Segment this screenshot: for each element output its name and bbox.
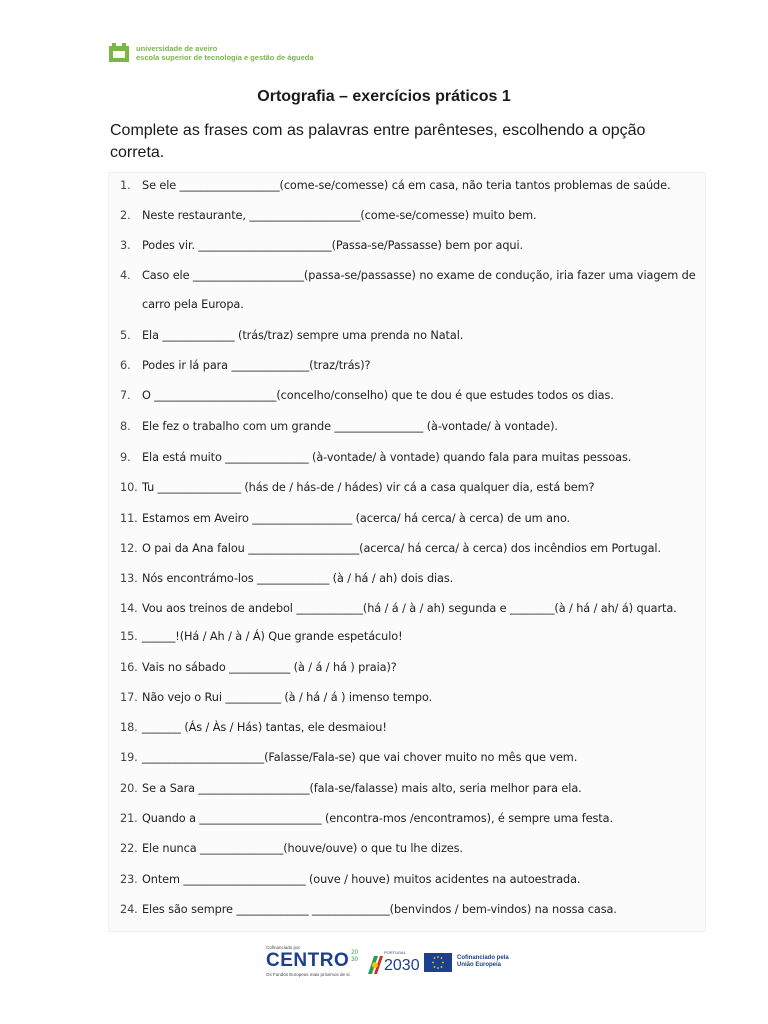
institution-line-1: universidade de aveiro [136, 44, 218, 53]
exercise-text: Eles são sempre _____________ ______________(benvindos / bem-vindos) na nossa casa. [142, 903, 617, 916]
exercise-text: Vais no sábado ___________ (à / á / há ) praia)? [142, 661, 397, 674]
exercise-text: ______!(Há / Ah / à / Á) Que grande espetáculo! [142, 630, 403, 643]
eu-line-2: União Europeia [457, 962, 502, 968]
exercise-number: 3. [120, 239, 131, 252]
exercise-text: O pai da Ana falou ____________________(acerca/ há cerca/ à cerca) dos incêndios em Portugal. [142, 542, 661, 555]
exercise-number: 23. [120, 873, 138, 886]
exercise-text: Estamos em Aveiro __________________ (acerca/ há cerca/ à cerca) de um ano. [142, 512, 571, 525]
exercise-item [120, 419, 700, 434]
portugal-label: PORTUGAL [384, 950, 406, 955]
exercise-text: Caso ele ____________________(passa-se/passasse) no exame de condução, iria fazer uma viagem de [142, 269, 696, 282]
exercise-item [120, 268, 700, 312]
eu-text [457, 955, 509, 969]
exercise-item [120, 480, 700, 495]
portugal-2030-logo [366, 950, 418, 976]
page-title: Ortografia – exercícios práticos 1 [257, 88, 511, 105]
exercise-text: Tu _______________ (hás de / hás-de / hádes) vir cá a casa qualquer dia, está bem? [142, 481, 595, 494]
exercise-text: Se ele __________________(come-se/comesse) cá em casa, não teria tantos problemas de saúde. [142, 179, 671, 192]
centro-year-top: 20 [351, 950, 358, 956]
eu-line-1: Cofinanciado pela [457, 955, 509, 961]
exercise-text: O ______________________(concelho/conselho) que te dou é que estudes todos os dias. [142, 389, 614, 402]
exercise-item [120, 388, 700, 403]
exercise-number: 12. [120, 542, 138, 555]
exercise-number: 7. [120, 389, 131, 402]
exercise-item [120, 450, 700, 465]
exercise-text: Ele nunca _______________(houve/ouve) o que tu lhe dizes. [142, 842, 463, 855]
exercise-item [120, 720, 700, 735]
exercise-number: 21. [120, 812, 138, 825]
exercise-text: Quando a ______________________ (encontra-mos /encontramos), é sempre uma festa. [142, 812, 613, 825]
exercise-text-continuation: carro pela Europa. [142, 298, 244, 311]
exercise-number: 2. [120, 209, 131, 222]
exercise-number: 16. [120, 661, 138, 674]
exercise-text: Vou aos treinos de andebol ____________(há / á / à / ah) segunda e ________(à / há / ah/ á) quarta. [142, 602, 677, 615]
exercise-text: Ela está muito _______________ (à-vontade/ à vontade) quando fala para muitas pessoas. [142, 451, 632, 464]
exercise-item [120, 328, 700, 343]
exercise-number: 20. [120, 782, 138, 795]
exercise-item [120, 902, 700, 917]
exercise-item [120, 781, 700, 796]
exercise-number: 17. [120, 691, 138, 704]
exercise-number: 15. [120, 630, 138, 643]
exercise-text: Podes ir lá para ______________(traz/trás)? [142, 359, 371, 372]
exercise-item [120, 208, 700, 223]
portugal-flag-icon [366, 952, 384, 976]
exercise-item [120, 571, 700, 586]
exercise-item [120, 601, 700, 616]
exercise-number: 19. [120, 751, 138, 764]
ua-logo-icon [108, 42, 130, 64]
exercise-number: 10. [120, 481, 138, 494]
exercise-number: 24. [120, 903, 138, 916]
exercise-item [120, 872, 700, 887]
funding-footer [0, 945, 768, 995]
exercise-text: Neste restaurante, ____________________(come-se/comesse) muito bem. [142, 209, 537, 222]
exercise-item [120, 841, 700, 856]
exercise-number: 18. [120, 721, 138, 734]
exercise-text: Se a Sara ____________________(fala-se/falasse) mais alto, seria melhor para ela. [142, 782, 582, 795]
exercise-item [120, 690, 700, 705]
exercise-number: 5. [120, 329, 131, 342]
exercise-number: 22. [120, 842, 138, 855]
exercise-item [120, 811, 700, 826]
exercise-number: 4. [120, 269, 131, 282]
instructions-text: Complete as frases com as palavras entre parênteses, escolhendo a opção correta. [110, 122, 646, 161]
eu-cofinanced-logo [424, 953, 524, 975]
exercise-item [120, 541, 700, 556]
centro-cofinanced-label: Cofinanciado por [266, 945, 301, 950]
exercise-item [120, 660, 700, 675]
exercise-number: 11. [120, 512, 138, 525]
exercise-item [120, 750, 700, 765]
exercise-text: Nós encontrámo-los _____________ (à / há / ah) dois dias. [142, 572, 454, 585]
portugal-2030-year: 2030 [384, 957, 420, 974]
exercise-number: 8. [120, 420, 131, 433]
exercise-item [120, 629, 700, 644]
centro-2030-logo [266, 945, 362, 977]
exercise-sheet [108, 172, 706, 932]
exercise-item [120, 511, 700, 526]
institution-name [136, 44, 314, 62]
exercise-text: Ela _____________ (trás/traz) sempre uma prenda no Natal. [142, 329, 464, 342]
exercise-text: _______ (Ás / Às / Hás) tantas, ele desmaiou! [142, 721, 387, 734]
centro-wordmark: CENTRO [266, 950, 350, 971]
centro-tagline: Os Fundos Europeus mais próximos de si. [266, 972, 351, 977]
exercise-text: Podes vir. ________________________(Passa-se/Passasse) bem por aqui. [142, 239, 524, 252]
exercise-item [120, 238, 700, 253]
centro-year-bottom: 30 [351, 957, 358, 963]
exercise-number: 13. [120, 572, 138, 585]
exercise-item [120, 358, 700, 373]
exercise-number: 9. [120, 451, 131, 464]
exercise-text: ______________________(Falasse/Fala-se) que vai chover muito no mês que vem. [142, 751, 578, 764]
exercise-item [120, 178, 700, 193]
exercise-number: 14. [120, 602, 138, 615]
centro-year-badge [351, 950, 358, 964]
institution-line-2: escola superior de tecnologia e gestão de águeda [136, 53, 314, 62]
exercise-number: 1. [120, 179, 131, 192]
exercise-number: 6. [120, 359, 131, 372]
institution-header [108, 38, 314, 68]
eu-flag-icon [424, 953, 452, 972]
exercise-text: Não vejo o Rui __________ (à / há / á ) imenso tempo. [142, 691, 433, 704]
exercise-text: Ontem ______________________ (ouve / houve) muitos acidentes na autoestrada. [142, 873, 581, 886]
exercise-text: Ele fez o trabalho com um grande ________________ (à-vontade/ à vontade). [142, 420, 558, 433]
